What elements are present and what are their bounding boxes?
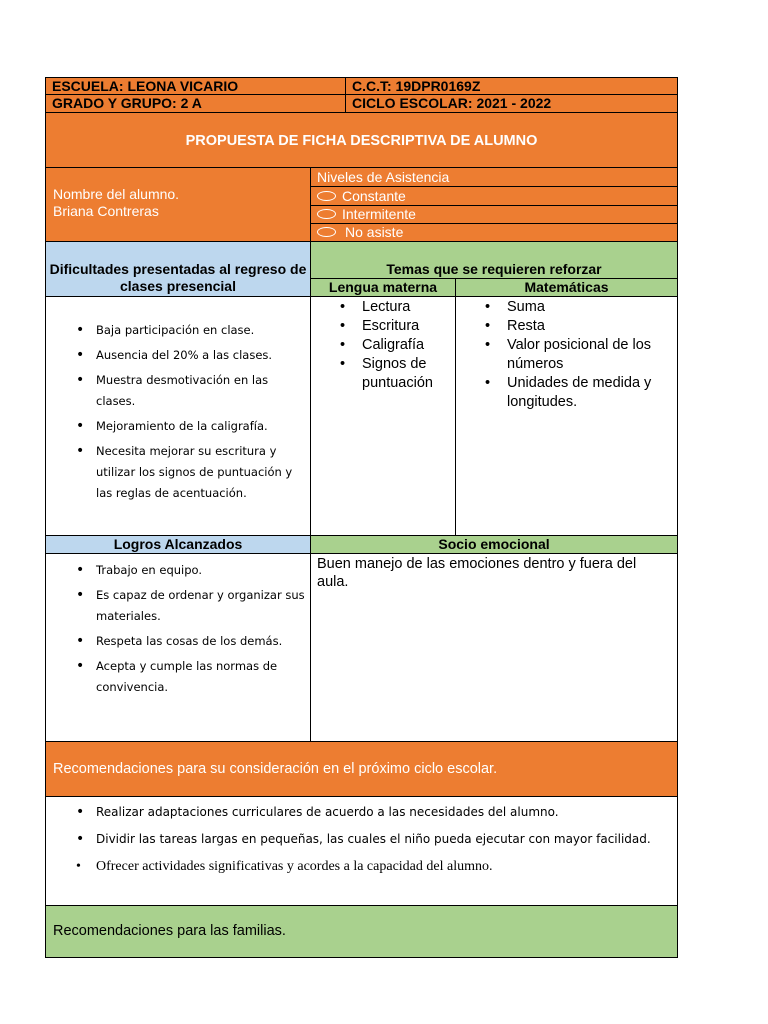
form-title: PROPUESTA DE FICHA DESCRIPTIVA DE ALUMNO: [185, 133, 538, 149]
school-name: ESCUELA: LEONA VICARIO: [45, 77, 346, 95]
list-item: • Suma: [456, 298, 677, 317]
matematicas-title: Matemáticas: [455, 278, 678, 297]
list-item: • Mejoramiento de la caligrafía.: [46, 416, 310, 437]
family-recommendations-title: Recomendaciones para las familias.: [45, 905, 678, 958]
attendance-option-constante[interactable]: Constante: [310, 186, 678, 206]
radio-circle-icon[interactable]: [317, 209, 336, 219]
achievements-title: Logros Alcanzados: [45, 535, 311, 554]
list-item: • Ofrecer actividades significativas y acordes a la capacidad del alumno.: [46, 856, 677, 877]
achievements-list: [46, 560, 310, 698]
student-cell: [45, 167, 311, 242]
list-item: • Respeta las cosas de los demás.: [46, 631, 310, 652]
student-name: Briana Contreras: [53, 203, 159, 219]
list-item: • Baja participación en clase.: [46, 320, 310, 341]
list-item: • Ausencia del 20% a las clases.: [46, 345, 310, 366]
recommendations-list: [46, 802, 677, 877]
socio-emocional-title: Socio emocional: [310, 535, 678, 554]
radio-circle-icon[interactable]: [317, 191, 336, 201]
lengua-materna-cell: [310, 296, 456, 536]
achievements-cell: [45, 553, 311, 742]
school-cycle: CICLO ESCOLAR: 2021 - 2022: [345, 94, 678, 113]
attendance-option-intermitente[interactable]: Intermitente: [310, 205, 678, 224]
list-item: • Muestra desmotivación en las clases.: [46, 370, 310, 412]
difficulties-title: Dificultades presentadas al regreso de clases presencial: [45, 241, 311, 297]
attendance-option-no-asiste[interactable]: No asiste: [310, 223, 678, 242]
recommendations-cell: [45, 796, 678, 906]
list-item: • Valor posicional de los números: [456, 336, 677, 374]
recommendations-title: Recomendaciones para su consideración en el próximo ciclo escolar.: [45, 741, 678, 797]
list-item: • Acepta y cumple las normas de convivencia.: [46, 656, 310, 698]
attendance-title: Niveles de Asistencia: [310, 167, 678, 187]
matematicas-list: [456, 298, 677, 412]
difficulties-list: [46, 320, 310, 504]
form-title-cell: [45, 112, 678, 168]
list-item: • Lectura: [311, 298, 455, 317]
socio-emocional-text: Buen manejo de las emociones dentro y fuera del aula.: [317, 556, 637, 590]
topics-title: Temas que se requieren reforzar: [310, 241, 678, 279]
lengua-materna-title: Lengua materna: [310, 278, 456, 297]
list-item: • Necesita mejorar su escritura y utilizar los signos de puntuación y las reglas de acentuación.: [46, 441, 310, 504]
list-item: • Realizar adaptaciones curriculares de acuerdo a las necesidades del alumno.: [46, 802, 677, 823]
list-item: • Signos de puntuación: [311, 355, 455, 393]
list-item: • Trabajo en equipo.: [46, 560, 310, 581]
grade-group: GRADO Y GRUPO: 2 A: [45, 94, 346, 113]
school-cct: C.C.T: 19DPR0169Z: [345, 77, 678, 95]
list-item: • Escritura: [311, 317, 455, 336]
list-item: • Dividir las tareas largas en pequeñas, las cuales el niño pueda ejecutar con mayor facilidad.: [46, 829, 677, 850]
socio-emocional-cell: [310, 553, 678, 742]
lengua-materna-list: [311, 298, 455, 393]
student-label: Nombre del alumno.: [53, 186, 180, 202]
list-item: • Caligrafía: [311, 336, 455, 355]
radio-circle-icon[interactable]: [317, 227, 336, 237]
list-item: • Resta: [456, 317, 677, 336]
list-item: • Es capaz de ordenar y organizar sus materiales.: [46, 585, 310, 627]
matematicas-cell: [455, 296, 678, 536]
difficulties-cell: [45, 296, 311, 536]
list-item: • Unidades de medida y longitudes.: [456, 374, 677, 412]
